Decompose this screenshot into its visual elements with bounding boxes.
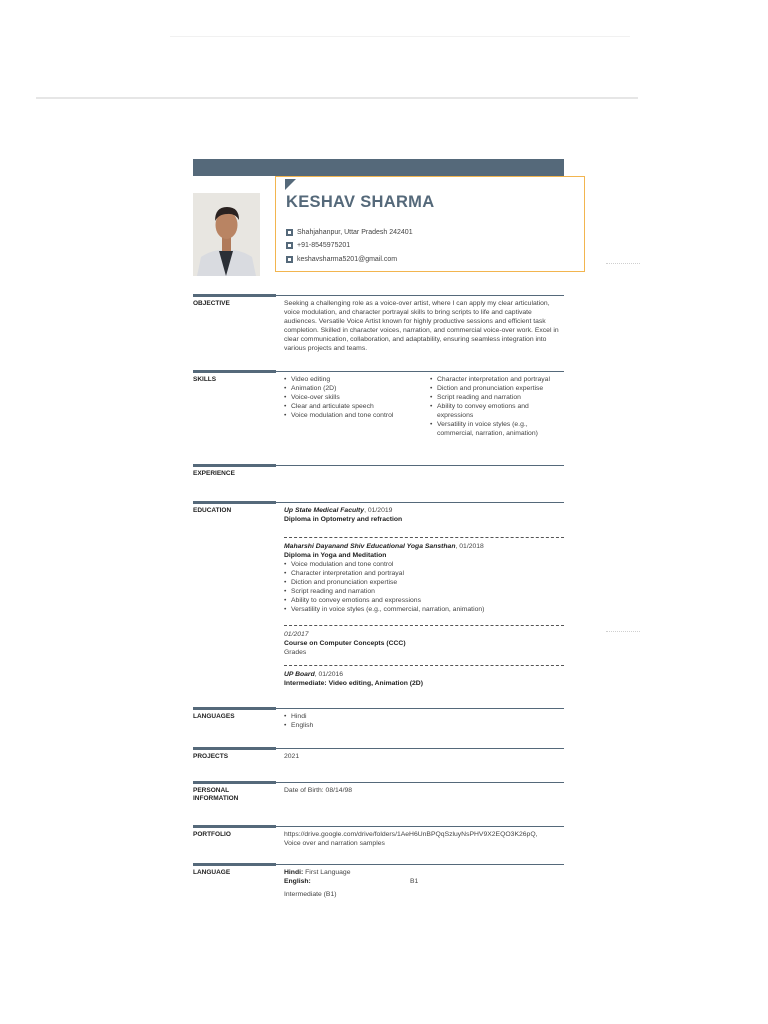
list-item: • Video editing (284, 375, 430, 384)
list-item: • Character interpretation and portrayal (430, 375, 560, 384)
skills-list-right (430, 375, 560, 438)
email-row (286, 256, 397, 263)
section-title: EDUCATION (193, 507, 232, 514)
list-item: • Diction and pronunciation expertise (430, 384, 560, 393)
section-title: PROJECTS (193, 753, 229, 760)
list-item: • Clear and articulate speech (284, 402, 430, 411)
list-item: • Ability to convey emotions and expressions (430, 402, 560, 420)
toolbar-divider (36, 97, 638, 99)
section-title: EXPERIENCE (193, 470, 235, 477)
list-item: • Voice-over skills (284, 393, 430, 402)
email-icon (286, 256, 293, 263)
address-text: Shahjahanpur, Uttar Pradesh 242401 (297, 229, 413, 236)
education-entry: Maharshi Dayanand Shiv Educational Yoga Sansthan, 01/2018 Diploma in Yoga and Meditation • Voice modulation and tone control • Character interpretation and portrayal • Diction and pronunciation expertise • Script reading and narration • Ability to convey emotions and expressions • Versatility in voice styles (e.g., commercial, narration, animation) (284, 542, 564, 614)
location-icon (286, 229, 293, 236)
list-item: • Script reading and narration (430, 393, 560, 402)
profile-photo (193, 193, 260, 276)
section-title: SKILLS (193, 376, 217, 383)
portfolio-description: Voice over and narration samples (284, 840, 385, 847)
language-row-english: English: B1 (284, 878, 419, 885)
entry-separator (284, 537, 564, 538)
education-details (284, 560, 564, 614)
section-title: PERSONAL INFORMATION (193, 787, 239, 802)
list-item: • English (284, 721, 564, 730)
languages-list (284, 712, 564, 730)
section-title: OBJECTIVE (193, 300, 230, 307)
list-item: • Voice modulation and tone control (284, 411, 430, 420)
list-item: • Character interpretation and portrayal (284, 569, 564, 578)
phone-text: +91-8545975201 (297, 242, 351, 249)
header-bar (193, 159, 564, 176)
side-marker (606, 631, 640, 632)
section-title: LANGUAGE (193, 869, 231, 876)
skills-list-left (284, 375, 430, 438)
list-item: • Voice modulation and tone control (284, 560, 564, 569)
candidate-name: KESHAV SHARMA (286, 193, 435, 211)
education-entry: Up State Medical Faculty, 01/2019 Diploma in Optometry and refraction (284, 507, 403, 523)
portfolio-link[interactable]: https://drive.google.com/drive/folders/1AeH6UnBPQqSzluyNsPHV9X2EQO3K26pQ, (284, 831, 538, 838)
list-item: • Script reading and narration (284, 587, 564, 596)
list-item: • Hindi (284, 712, 564, 721)
phone-icon (286, 242, 293, 249)
entry-separator (284, 665, 564, 666)
list-item: • Animation (2D) (284, 384, 430, 393)
objective-text: Seeking a challenging role as a voice-over artist, where I can apply my clear articulation, voice modulation, and character portrayal skills to bring scripts to life and captivate audiences. Versatile Voice Artist known for highly productive sessions and efficient task completion. Skilled in character voices, narration, and commercial voice-over work. Excel in clear communication, collaboration, and adaptability, ensuring seamless integration into various projects and teams. (284, 300, 559, 352)
language-note: Intermediate (B1) (284, 891, 337, 898)
phone-row (286, 242, 350, 249)
list-item: • Versatility in voice styles (e.g., commercial, narration, animation) (284, 605, 564, 614)
list-item: • Ability to convey emotions and expressions (284, 596, 564, 605)
email-text[interactable]: keshavsharma5201@gmail.com (297, 256, 398, 263)
corner-accent (285, 179, 296, 190)
top-divider (170, 36, 630, 37)
language-row-hindi: Hindi: First Language (284, 869, 351, 876)
side-marker (606, 263, 640, 264)
list-item: • Diction and pronunciation expertise (284, 578, 564, 587)
entry-separator (284, 625, 564, 626)
list-item: • Versatility in voice styles (e.g., commercial, narration, animation) (430, 420, 560, 438)
address-row (286, 229, 413, 236)
section-title: LANGUAGES (193, 713, 235, 720)
education-entry: UP Board, 01/2016 Intermediate: Video editing, Animation (2D) (284, 671, 423, 687)
education-entry: 01/2017 Course on Computer Concepts (CCC) Grades (284, 631, 406, 656)
projects-text: 2021 (284, 753, 300, 760)
section-title: PORTFOLIO (193, 831, 231, 838)
personal-text: Date of Birth: 08/14/98 (284, 787, 353, 794)
header-box (275, 176, 585, 272)
